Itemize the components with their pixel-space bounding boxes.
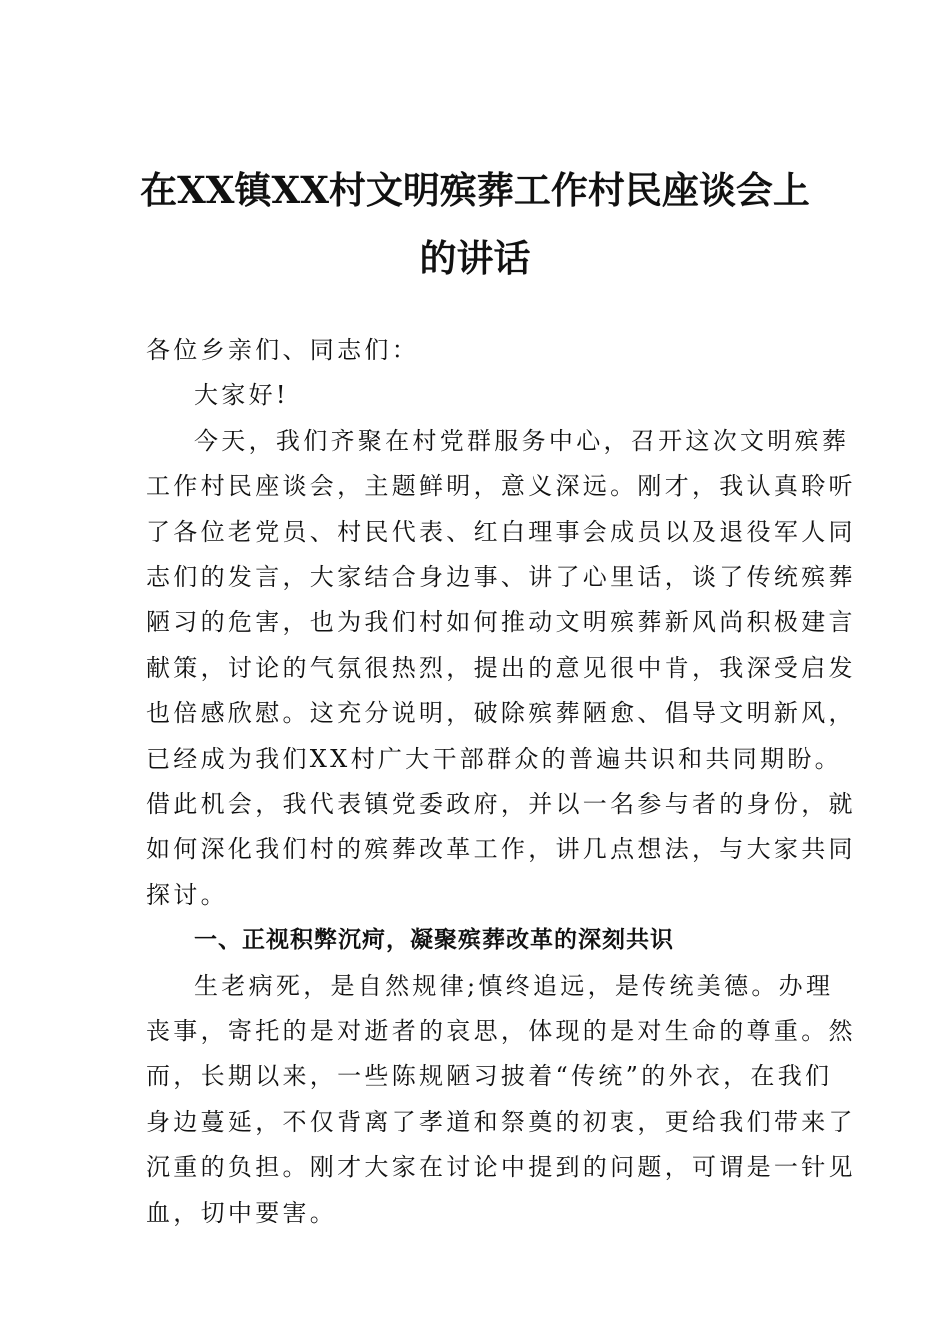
salutation: 各位乡亲们、同志们： <box>146 336 419 364</box>
paragraph-line: 了各位老党员、村民代表、红白理事会成员以及退役军人同 <box>146 518 856 546</box>
paragraph-line: 已经成为我们XX村广大干部群众的普遍共识和共同期盼。 <box>146 745 842 773</box>
paragraph-line: 而，长期以来，一些陈规陋习披着“传统”的外衣，在我们 <box>146 1062 833 1090</box>
greeting: 大家好! <box>194 381 289 409</box>
paragraph-line: 身边蔓延，不仅背离了孝道和祭奠的初衷，更给我们带来了 <box>146 1108 856 1136</box>
section-heading: 一、正视积弊沉疴，凝聚殡葬改革的深刻共识 <box>194 927 674 953</box>
document-title-line-1: 在XX镇XX村文明殡葬工作村民座谈会上 <box>140 168 810 212</box>
paragraph-line: 沉重的负担。刚才大家在讨论中提到的问题，可谓是一针见 <box>146 1153 856 1181</box>
paragraph-line: 血，切中要害。 <box>146 1199 338 1227</box>
paragraph-line: 如何深化我们村的殡葬改革工作，讲几点想法，与大家共同 <box>146 835 856 863</box>
document-title-line-2: 的讲话 <box>419 236 531 280</box>
paragraph-line: 工作村民座谈会，主题鲜明，意义深远。刚才，我认真聆听 <box>146 472 856 500</box>
paragraph-line: 今天，我们齐聚在村党群服务中心，召开这次文明殡葬 <box>194 427 850 455</box>
paragraph-line: 生老病死，是自然规律;慎终追远，是传统美德。办理 <box>194 972 834 1000</box>
paragraph-line: 探讨。 <box>146 881 228 909</box>
paragraph-line: 也倍感欣慰。这充分说明，破除殡葬陋愈、倡导文明新风， <box>146 699 856 727</box>
paragraph-line: 献策，讨论的气氛很热烈，提出的意见很中肯，我深受启发 <box>146 654 856 682</box>
paragraph-line: 志们的发言，大家结合身边事、讲了心里话，谈了传统殡葬 <box>146 563 856 591</box>
paragraph-line: 陋习的危害，也为我们村如何推动文明殡葬新风尚积极建言 <box>146 608 856 636</box>
paragraph-line: 丧事，寄托的是对逝者的哀思，体现的是对生命的尊重。然 <box>146 1017 856 1045</box>
paragraph-line: 借此机会，我代表镇党委政府，并以一名参与者的身份，就 <box>146 790 856 818</box>
